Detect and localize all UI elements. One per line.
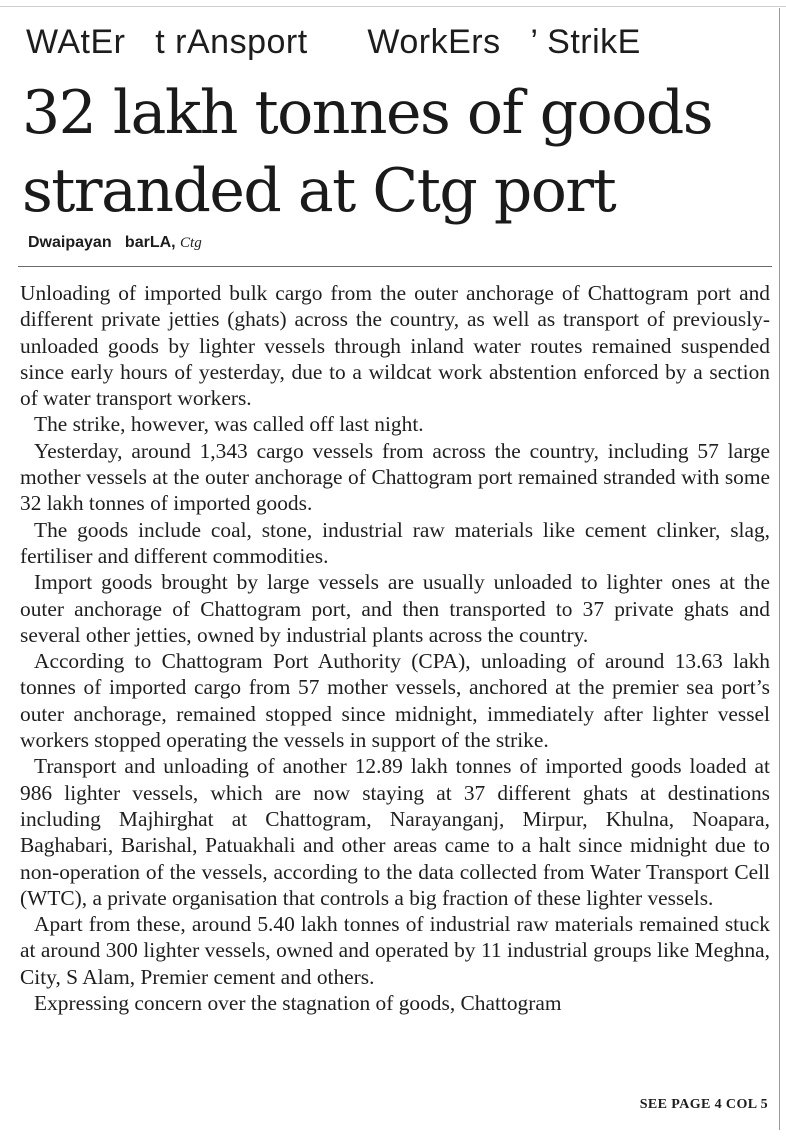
divider <box>18 266 772 267</box>
paragraph: The strike, however, was called off last night. <box>34 412 424 437</box>
headline: 32 lakh tonnes of goods stranded at Ctg port <box>22 78 713 226</box>
paragraph: Transport and unloading of another 12.89 lakh tonnes of imported goods loaded at 986 lighter vessels, which are now staying at 37 different ghats at destinations including Majhirghat at Chattogram, Narayanganj, Mirpur, Khulna, Noapara, Baghabari, Barishal, Patuakhali and other areas came to a halt since midnight due to non-operation of the vessels, according to the data collected from Water Transport Cell (WTC), a private organisation that controls a big fraction of these lighter vessels. <box>20 754 770 910</box>
paragraph: Import goods brought by large vessels are usually unloaded to lighter ones at the outer anchorage of Chattogram port, and then transported to 37 private ghats and several other jetties, owned by industrial plants across the country. <box>20 570 770 647</box>
article-body <box>20 280 770 1016</box>
top-border <box>0 6 786 7</box>
paragraph: Yesterday, around 1,343 cargo vessels from across the country, including 57 large mother vessels at the outer anchorage of Chattogram port remained stranded with some 32 lakh tonnes of imported goods. <box>20 438 770 516</box>
continued-on-line: SEE PAGE 4 COL 5 <box>639 1097 768 1112</box>
paragraph: Apart from these, around 5.40 lakh tonnes of industrial raw materials remained stuck at around 300 lighter vessels, owned and operated by 11 industrial groups like Meghna, City, S Alam, Premier cement and others. <box>20 912 770 989</box>
right-border <box>779 8 780 1130</box>
paragraph: The goods include coal, stone, industrial raw materials like cement clinker, slag, fertiliser and different commodities. <box>20 517 770 568</box>
byline-name: Dwaipayan barLA, <box>28 234 176 251</box>
paragraph: Unloading of imported bulk cargo from the outer anchorage of Chattogram port and different private jetties (ghats) across the country, as well as transport of previously-unloaded goods by lighter vessels through inland water routes remained suspended since early hours of yesterday, due to a wildcat work abstention enforced by a section of water transport workers. <box>20 281 770 411</box>
paragraph: Expressing concern over the stagnation of goods, Chattogram <box>34 991 562 1016</box>
kicker: WAtEr t rAnsport WorkErs ’ StrikE <box>26 23 641 61</box>
byline-dateline: Ctg <box>180 235 202 251</box>
byline <box>28 234 202 252</box>
paragraph: According to Chattogram Port Authority (CPA), unloading of around 13.63 lakh tonnes of imported cargo from 57 mother vessels, anchored at the premier sea port’s outer anchorage, remained stopped since midnight, immediately after lighter vessel workers stopped operating the vessels in support of the strike. <box>20 649 770 753</box>
